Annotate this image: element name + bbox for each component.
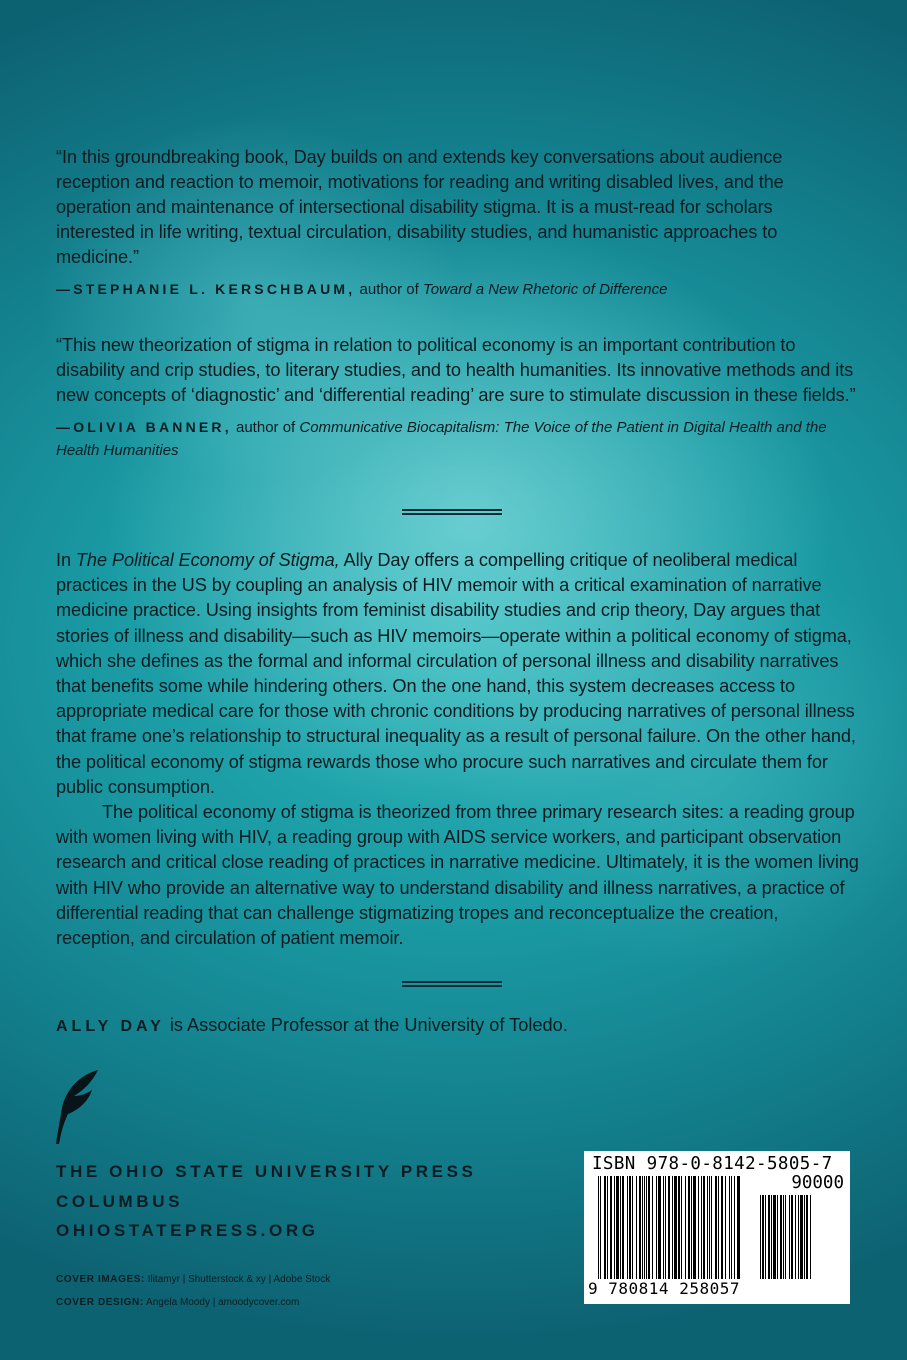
endorsement-quote: “In this groundbreaking book, Day builds on and extends key conversations about audience reception and reaction to memoir, motivations for reading and writing disabled lives, and the operation and maintenance of intersectional disability stigma. It is a must-read for scholars interested in life writing, textual circulation, disability studies, and humanistic approaches to medicine.” <box>56 147 784 267</box>
barcode-bar <box>795 1195 796 1279</box>
barcode-bar <box>656 1176 657 1279</box>
barcode-bar <box>780 1195 782 1279</box>
credit-value: Ilitamyr | Shutterstock & xy | Adobe Stock <box>144 1274 331 1285</box>
barcode-bar <box>731 1176 732 1279</box>
isbn-number: ISBN 978-0-8142-5805-7 <box>592 1154 833 1174</box>
credit-value: Angela Moody | amoodycover.com <box>143 1297 300 1308</box>
cover-images-credit <box>56 1268 330 1291</box>
barcode-bar <box>725 1176 726 1279</box>
barcode-bar <box>698 1176 699 1279</box>
barcode-bar <box>768 1195 770 1279</box>
barcode-bar <box>806 1195 808 1279</box>
description-paragraph-2: The political economy of stigma is theorized from three primary research sites: a reading group with women living with HIV, a reading group with AIDS service workers, and participant observation research and critical close reading of practices in narrative medicine. Ultimately, it is the women living with HIV who provide an alternative way to understand disability and illness narratives, a practice of differential reading that can challenge stigmatizing tropes and reconceptualize the creation, reception, and circulation of patient memoir. <box>56 802 859 949</box>
publisher-info <box>56 1157 476 1246</box>
publisher-website[interactable]: OHIOSTATEPRESS.ORG <box>56 1221 319 1240</box>
barcode-bar <box>789 1195 790 1279</box>
book-description <box>56 548 861 951</box>
barcode-bar <box>600 1176 601 1279</box>
barcode-bar <box>610 1176 612 1279</box>
barcode-bar <box>688 1176 690 1279</box>
barcode-bar <box>707 1176 708 1279</box>
cover-design-credit <box>56 1291 330 1314</box>
barcode-bar <box>685 1176 686 1279</box>
author-of-text: author of <box>231 419 300 436</box>
barcode-bar <box>771 1195 772 1279</box>
barcode-bar <box>693 1176 696 1279</box>
barcode-bar <box>607 1176 608 1279</box>
barcode-bar <box>658 1176 661 1279</box>
barcode-bars <box>598 1176 756 1279</box>
author-of-text: author of <box>355 281 423 298</box>
barcode-bar <box>627 1176 628 1279</box>
barcode-bar <box>629 1176 631 1279</box>
book-title: The Political Economy of Stigma, <box>75 550 340 570</box>
barcode-bar <box>765 1195 766 1279</box>
barcode-bar <box>678 1176 680 1279</box>
barcode-bar <box>701 1176 702 1279</box>
barcode-bar <box>665 1176 666 1279</box>
endorser-name: —STEPHANIE L. KERSCHBAUM, <box>56 281 356 297</box>
barcode-bar <box>721 1176 723 1279</box>
barcode-bar <box>773 1195 776 1279</box>
barcode-digits: 9 780814 258057 <box>588 1279 740 1298</box>
barcode-bar <box>652 1176 653 1279</box>
endorser-work-title: Toward a New Rhetoric of Difference <box>422 281 668 298</box>
barcode-bar <box>604 1176 606 1279</box>
barcode-bar <box>718 1176 719 1279</box>
barcode-bar <box>632 1176 633 1279</box>
author-name: ALLY DAY <box>56 1018 165 1035</box>
barcode-bar <box>644 1176 645 1279</box>
barcode-bar <box>672 1176 673 1279</box>
barcode-bar <box>674 1176 677 1279</box>
author-bio <box>56 1015 568 1036</box>
barcode-bar <box>760 1195 761 1279</box>
barcode-bar <box>636 1176 637 1279</box>
barcode-bar <box>734 1176 735 1279</box>
barcode-bar <box>785 1195 786 1279</box>
section-divider <box>402 981 502 987</box>
barcode-bar <box>639 1176 641 1279</box>
credit-label: COVER IMAGES: <box>56 1274 145 1285</box>
barcode-bar <box>614 1176 615 1279</box>
barcode-bar <box>646 1176 647 1279</box>
barcode-bar <box>616 1176 619 1279</box>
barcode-bar <box>620 1176 621 1279</box>
barcode-bar <box>681 1176 682 1279</box>
barcode-bar <box>711 1176 712 1279</box>
endorsement-2 <box>56 333 856 462</box>
barcode-bar <box>622 1176 624 1279</box>
isbn-barcode <box>584 1151 850 1304</box>
barcode-bar <box>715 1176 717 1279</box>
barcode-bar <box>703 1176 705 1279</box>
barcode-bar <box>663 1176 664 1279</box>
author-bio-text: is Associate Professor at the University of Toledo. <box>164 1015 568 1035</box>
barcode-bar <box>783 1195 784 1279</box>
barcode-bar <box>762 1195 764 1279</box>
barcode-bar <box>709 1176 710 1279</box>
addon-barcode-bars <box>760 1195 842 1279</box>
barcode-bar <box>598 1176 599 1279</box>
description-paragraph-1 <box>56 548 861 800</box>
endorsement-1 <box>56 145 856 301</box>
cover-credits <box>56 1268 330 1314</box>
barcode-bar <box>737 1176 740 1279</box>
barcode-bar <box>798 1195 799 1279</box>
endorsement-quote: “This new theorization of stigma in relation to political economy is an important contribution to disability and crip studies, to literary studies, and to health humanities. Its innovative methods and its new concepts of ‘diagnostic’ and ‘differential reading’ are sure to stimulate discussion in these fields.” <box>56 335 856 405</box>
barcode-bar <box>729 1176 730 1279</box>
barcode-bar <box>668 1176 670 1279</box>
barcode-bar <box>642 1176 643 1279</box>
barcode-bar <box>791 1195 793 1279</box>
publisher-city: COLUMBUS <box>56 1191 184 1211</box>
credit-label: COVER DESIGN: <box>56 1297 144 1308</box>
publisher-name: THE OHIO STATE UNIVERSITY PRESS <box>56 1162 477 1181</box>
barcode-bar <box>777 1195 778 1279</box>
description-lead: In <box>56 550 76 570</box>
barcode-bar <box>804 1195 805 1279</box>
endorser-work-title: Communicative Biocapitalism: The Voice of the Patient in Digital Health and the Health Humanities <box>56 419 827 459</box>
barcode-bar <box>800 1195 803 1279</box>
description-text: Ally Day offers a compelling critique of neoliberal medical practices in the US by coupling an analysis of HIV memoir with a critical examination of narrative medicine practice. Using insights from feminist disability studies and crip theory, Day argues that stories of illness and disability—such as HIV memoirs—operate within a political economy of stigma, which she defines as the formal and informal circulation of personal illness and disability narratives that benefits some while hindering others. On the one hand, this system decreases access to appropriate medical care for those with chronic conditions by producing narratives of personal illness that frame one’s relationship to structural inequality as a result of personal failure. On the other hand, the political economy of stigma rewards those who procure such narratives and circulate them for public consumption. <box>56 550 856 797</box>
barcode-bar <box>810 1195 811 1279</box>
section-divider <box>402 509 502 515</box>
barcode-bar <box>691 1176 692 1279</box>
price-addon-code: 90000 <box>791 1173 844 1193</box>
quill-feather-icon <box>52 1068 102 1148</box>
endorser-name: —OLIVIA BANNER, <box>56 419 232 435</box>
barcode-bar <box>648 1176 650 1279</box>
endorsement-attribution <box>56 416 856 462</box>
endorsement-attribution <box>56 278 856 301</box>
